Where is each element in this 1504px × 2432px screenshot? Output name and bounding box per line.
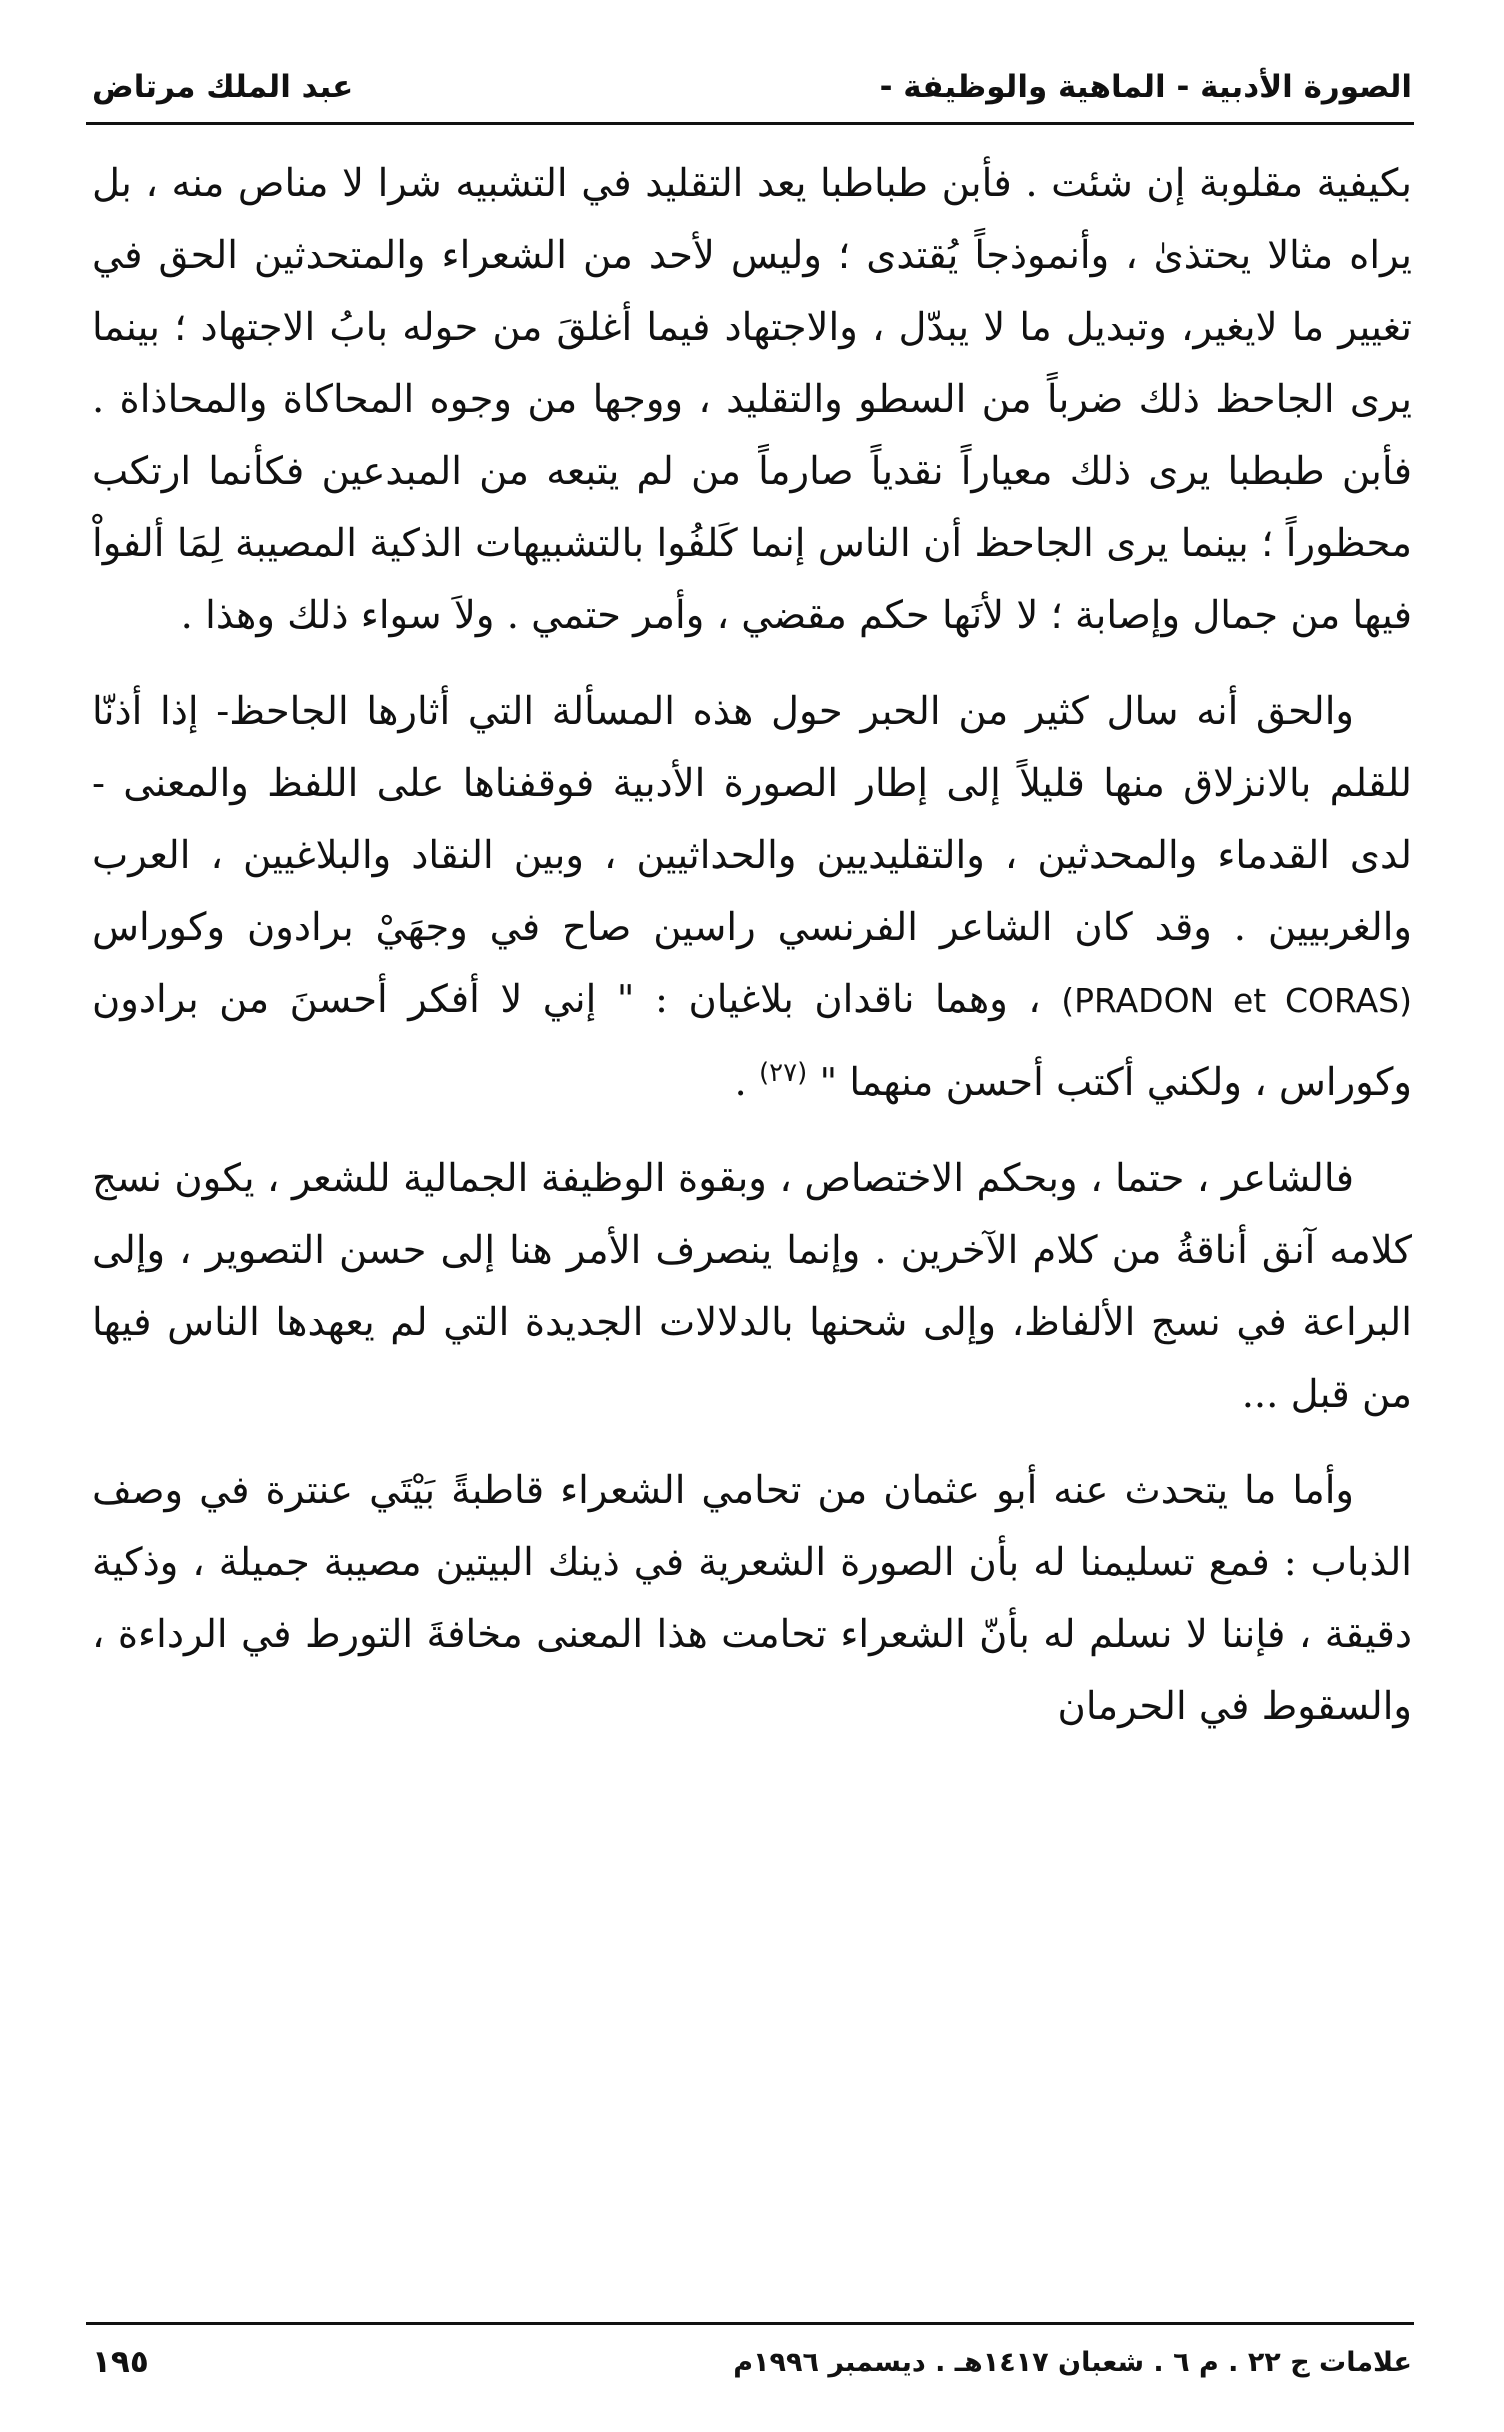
running-footer (92, 2332, 1412, 2392)
paragraph-2-quote: ، وهما ناقدان بلاغيان : " إني لا أفكر أحسنَ من برادون وكوراس ، ولكني أكتب أحسن منهما " (92, 977, 1412, 1105)
body-text (92, 148, 1412, 1743)
paragraph-3: فالشاعر ، حتما ، وبحكم الاختصاص ، وبقوة الوظيفة الجمالية للشعر ، يكون نسج كلامه آنق أناقةُ من كلام الآخرين . وإنما ينصرف الأمر هنا إلى حسن التصوير ، وإلى البراعة في نسج الألفاظ، وإلى شحنها بالدلالات الجديدة التي لم يعهدها الناس فيها من قبل ... (92, 1155, 1412, 1417)
page-number: ١٩٥ (92, 2344, 149, 2380)
paragraph-2 (92, 676, 1412, 1119)
footnote-reference: (٢٧) (758, 1058, 808, 1088)
journal-info: علامات ج ٢٢ . م ٦ . شعبان ١٤١٧هـ . ديسمبر ١٩٩٦م (733, 2346, 1412, 2378)
paragraph-2-end: . (734, 1059, 747, 1105)
paragraph-2-main: والحق أنه سال كثير من الحبر حول هذه المسألة التي أثارها الجاحظ- إذا أذنّا للقلم بالانزلاق منها قليلاً إلى إطار الصورة الأدبية فوقفناها على اللفظ والمعنى - لدى القدماء والمحدثين ، والتقليديين والحداثيين ، وبين النقاد والبلاغيين ، العرب والغربيين . وقد كان الشاعر الفرنسي راسين صاح في وجهَيْ برادون وكوراس (92, 689, 1412, 950)
chapter-title: الصورة الأدبية - الماهية والوظيفة - (879, 69, 1412, 105)
running-header (92, 52, 1412, 122)
header-divider (86, 122, 1414, 125)
author-name: عبد الملك مرتاض (92, 69, 354, 105)
paragraph-1: بكيفية مقلوبة إن شئت . فأبن طباطبا يعد التقليد في التشبيه شرا لا مناص منه ، بل يراه مثالا يحتذىٰ ، وأنموذجاً يُقتدى ؛ وليس لأحد من الشعراء والمتحدثين الحق في تغيير ما لايغير، وتبديل ما لا يبدّل ، والاجتهاد فيما أغلقَ من حوله بابُ الاجتهاد ؛ بينما يرى الجاحظ ذلك ضرباً من السطو والتقليد ، ووجها من وجوه المحاكاة والمحاذاة . فأبن طبطبا يرى ذلك معياراً نقدياً صارماً من لم يتبعه من المبدعين فكأنما ارتكب محظوراً ؛ بينما يرى الجاحظ أن الناس إنما كَلفُوا بالتشبيهات الذكية المصيبة لِمَا ألفواْ فيها من جمال وإصابة ؛ لا لأنَها حكم مقضي ، وأمر حتمي . ولاَ سواء ذلك وهذا . (92, 161, 1412, 638)
latin-names: (PRADON et CORAS) (1061, 981, 1412, 1020)
footer-divider (86, 2322, 1414, 2325)
paragraph-4: وأما ما يتحدث عنه أبو عثمان من تحامي الشعراء قاطبةً بَيْتَي عنترة في وصف الذباب : فمع تسليمنا له بأن الصورة الشعرية في ذينك البيتين مصيبة جميلة ، وذكية دقيقة ، فإننا لا نسلم له بأنّ الشعراء تحامت هذا المعنى مخافةَ التورط في الرداءة ، والسقوط في الحرمان (92, 1467, 1412, 1729)
